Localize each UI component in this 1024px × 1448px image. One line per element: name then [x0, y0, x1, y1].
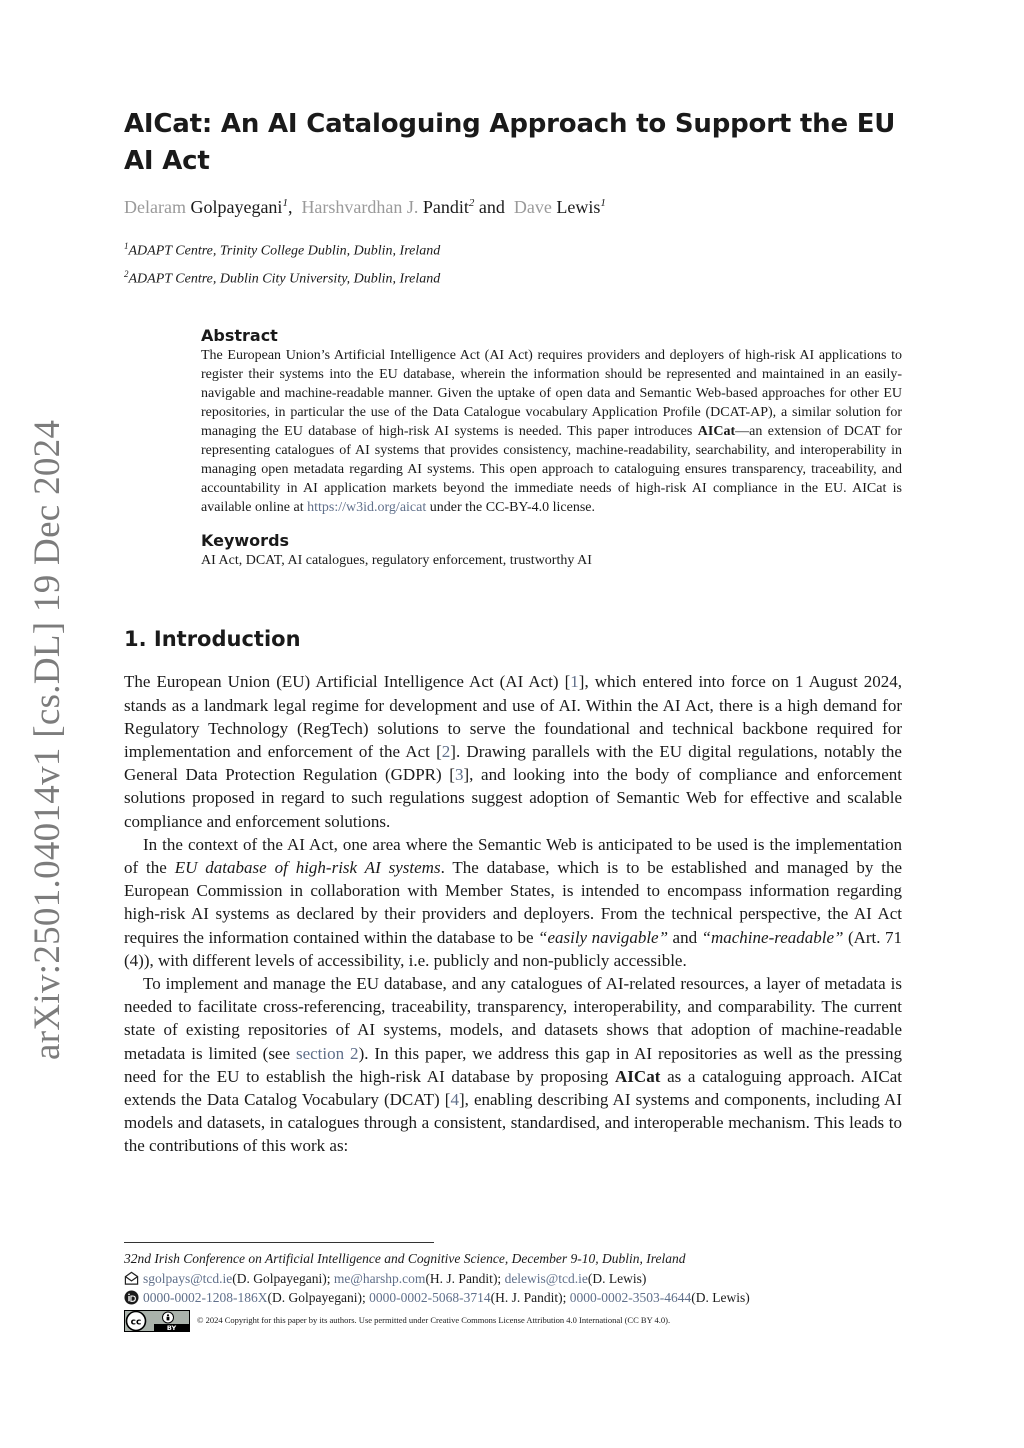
paragraph [124, 972, 902, 1158]
section-heading: 1. Introduction [124, 627, 301, 652]
paragraph [124, 670, 902, 832]
keywords-text: AI Act, DCAT, AI catalogues, regulatory enforcement, trustworthy AI [201, 553, 592, 569]
citation-link[interactable]: 3 [454, 765, 464, 785]
text-run: . The database, which is to be established and managed by the European Commission in collaboration with Member States, is intended to encompass information regarding high-risk AI systems as declared by their providers and deployers. From the technical perspective, the AI Act requires the information contained within the database to be [124, 857, 902, 947]
orcid-link[interactable]: 0000-0002-1208-186X [143, 1290, 268, 1305]
text-run: and [668, 927, 702, 947]
orcid-link[interactable]: 0000-0002-3503-4644 [569, 1290, 692, 1305]
text-run: In the context of the AI Act, one area where the Semantic Web is anticipated to be used is the implementation of the [124, 834, 902, 877]
email-link[interactable]: me@harshp.com [333, 1270, 426, 1286]
citation-link[interactable]: 4 [450, 1089, 459, 1109]
cc-by-license-icon [124, 1310, 190, 1332]
author-family-name: Pandit [422, 197, 469, 217]
italic-run: “easily navigable” [538, 927, 669, 947]
author-family-name: Golpayegani [190, 197, 283, 217]
paper-first-page [124, 100, 902, 1158]
author-list: Delaram Golpayegani$^1$, Harshvardhan J. Pandit$^2$ and Dave Lewis$^1$ [124, 197, 606, 217]
abstract-bold-name: AICat [697, 424, 736, 440]
author-given-name[interactable]: Delaram [124, 197, 186, 217]
text-run: (Art. 71 (4)), with different levels of accessibility, i.e. publicly and non-publicly accessible. [124, 927, 902, 970]
affiliation-mark: 2 [468, 197, 475, 209]
affiliation-text: ADAPT Centre, Trinity College Dublin, Dublin, Ireland [128, 243, 441, 259]
affiliation-mark: 1 [124, 241, 129, 251]
text-run: ]. Drawing parallels with the EU digital regulations, notably the General Data Protection Regulation (GDPR) [ [124, 741, 902, 785]
keywords-heading: Keywords [201, 531, 290, 551]
email-owner: (D. Lewis) [587, 1270, 647, 1286]
cc-badge-text: BY [166, 1323, 177, 1332]
email-link[interactable]: sgolpays@tcd.ie [143, 1270, 233, 1286]
bold-run: AICat [615, 1066, 661, 1086]
abstract-heading: Abstract [201, 326, 278, 346]
abstract-text-part: —an extension of DCAT for representing catalogues of AI systems that provides consistency, machine-readability, searchability, and interoperability in managing open metadata regarding AI systems. This open approach to cataloguing ensures transparency, traceability, and accountability in AI application markets beyond the immediate needs of high-risk AI compliance in the EU. AICat is available online at [201, 424, 902, 516]
email-link[interactable]: delewis@tcd.ie [504, 1270, 588, 1286]
affiliation-mark: 1 [600, 197, 606, 209]
paragraph [124, 833, 902, 972]
affiliation-mark: 2 [124, 268, 129, 279]
text-run: ], and looking into the body of compliance and enforcement solutions proposed in regard to such regulations suggest adoption of Semantic Web for effective and scalable compliance and enforcement solutions. [124, 765, 902, 831]
author-conjunction: and [478, 197, 505, 217]
author-given-name[interactable]: Dave [513, 197, 552, 217]
affiliation [124, 263, 902, 291]
conference-text: 32nd Irish Conference on Artificial Intelligence and Cognitive Science, December 9-10, Dublin, Ireland [124, 1251, 686, 1266]
orcid-owner: (D. Lewis) [691, 1290, 750, 1305]
license-text: © 2024 Copyright for this paper by its authors. Use permitted under Creative Commons License Attribution 4.0 International (CC BY 4.0). [197, 1314, 671, 1325]
email-owner: (D. Golpayegani); [232, 1270, 331, 1286]
author-given-name[interactable]: Harshvardhan J. [301, 197, 419, 217]
abstract-text [201, 346, 902, 517]
orcid-link[interactable]: 0000-0002-5068-3714 [369, 1290, 491, 1305]
section-ref-link[interactable]: section 2 [295, 1043, 359, 1063]
email-owner: (H. J. Pandit); [425, 1270, 502, 1286]
arxiv-identifier-stamp: arXiv:2501.04014v1 [cs.DL] 19 Dec 2024 [27, 419, 68, 1060]
affiliation-list [124, 235, 902, 290]
citation-link[interactable]: 2 [441, 741, 451, 761]
text-run: To implement and manage the EU database, and any catalogues of AI-related resources, a layer of metadata is needed to facilitate cross-referencing, traceability, transparency, interoperability, and comparability. The current state of existing repositories of AI systems, models, and datasets shows that adoption of machine-readable metadata is limited (see [124, 973, 902, 1063]
italic-run: “machine-readable” [701, 927, 844, 947]
abstract-section [201, 326, 902, 570]
footnote-rule [124, 1242, 434, 1243]
abstract-text-part: under the CC-BY-4.0 license. [426, 500, 595, 516]
svg-text:cc: cc [130, 1317, 142, 1327]
affiliation-mark: 1 [282, 197, 288, 209]
author-family-name: Lewis [556, 197, 601, 217]
affiliation-text: ADAPT Centre, Dublin City University, Dublin, Ireland [128, 271, 441, 287]
orcid-icon [124, 1290, 139, 1305]
affiliation [124, 235, 902, 263]
envelope-icon [124, 1271, 139, 1286]
abstract-text-part: The European Union’s Artificial Intelligence Act (AI Act) requires providers and deployers of high-risk AI applications to register their systems into the EU database, wherein the information should be represented and maintained in an easily-navigable and machine-readable manner. Given the uptake of open data and Semantic Web-based approaches for other EU repositories, in particular the use of the Data Catalogue vocabulary Application Profile (DCAT-AP), a similar solution for managing the EU database of high-risk AI systems is needed. This paper introduces [201, 348, 902, 440]
orcid-owner: (D. Golpayegani); [267, 1290, 366, 1305]
conference-note [124, 1249, 902, 1269]
license-row [124, 1310, 902, 1332]
introduction-body [124, 670, 902, 1157]
text-run: ], enabling describing AI systems and components, including AI models and datasets, in catalogues through a consistent, standardised, and interoperable mechanism. This leads to the contributions of this work as: [124, 1089, 902, 1156]
email-row [124, 1269, 902, 1289]
text-run: The European Union (EU) Artificial Intelligence Act (AI Act) [ [124, 672, 571, 692]
orcid-owner: (H. J. Pandit); [490, 1290, 567, 1305]
text-run: ). In this paper, we address this gap in AI repositories as well as the pressing need for the EU to establish the high-risk AI database by proposing [124, 1043, 903, 1086]
aicat-url-link[interactable]: https://w3id.org/aicat [307, 500, 427, 516]
paper-title: AICat: An AI Cataloguing Approach to Support the EU AI Act [124, 109, 896, 176]
citation-link[interactable]: 1 [570, 672, 579, 692]
orcid-row [124, 1288, 902, 1308]
italic-run: EU database of high-risk AI systems [174, 857, 441, 877]
first-page-footnotes [124, 1242, 902, 1332]
text-run: ], which entered into force on 1 August 2024, stands as a landmark legal regime for development and use of AI. Within the AI Act, there is a high demand for Regulatory Technology (RegTech) solutions to serve the foundational and technical backbone required for implementation and enforcement of the Act [ [124, 672, 903, 761]
text-run: as a cataloguing approach. AICat extends the Data Catalog Vocabulary (DCAT) [ [124, 1066, 902, 1109]
